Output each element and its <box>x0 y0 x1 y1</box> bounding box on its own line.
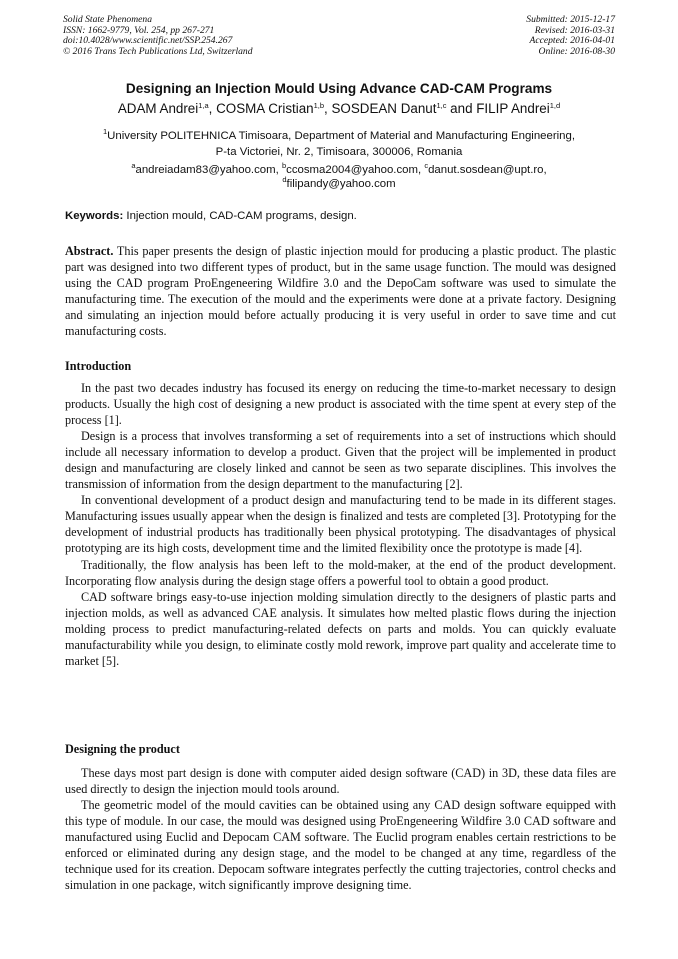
keywords <box>65 210 615 222</box>
author-name: ADAM Andrei <box>117 101 199 116</box>
authors-line <box>0 101 678 116</box>
abstract-paragraph <box>65 243 616 339</box>
author-affil: 1,a <box>198 101 209 110</box>
email-link[interactable]: filipandy@yahoo.com <box>286 178 396 190</box>
revised-date: Revised: 2016-03-31 <box>534 24 615 36</box>
email-mark: b <box>281 161 287 170</box>
affiliation-line <box>0 129 678 145</box>
affiliation <box>0 129 678 160</box>
author-name: FILIP Andrei <box>476 101 550 116</box>
paragraph: Traditionally, the flow analysis has been left to the mold-maker, at the end of the product development. Incorporating flow analysis during the design stage offers a powerful tool to obtain a good product. <box>65 557 616 588</box>
doi-line: doi:10.4028/www.scientific.net/SSP.254.267 <box>63 35 233 47</box>
email-link[interactable]: andreiadam83@yahoo.com, <box>135 164 282 176</box>
author-separator: , <box>324 101 332 116</box>
author-separator: , <box>208 101 217 116</box>
accepted-date: Accepted: 2016-04-01 <box>529 35 615 47</box>
copyright-line: © 2016 Trans Tech Publications Ltd, Switzerland <box>63 45 253 57</box>
affiliation-address: P-ta Victoriei, Nr. 2, Timisoara, 300006, Romania <box>215 145 463 158</box>
paragraph: Design is a process that involves transforming a set of requirements into a set of instructions which should include all necessary information to develop a product. Given that the project will be implemented in product design and manufacturing are closely linked and cannot be seen as two separate disciplines. This involves the transmission of information from the design department to the manufacturing [2]. <box>65 429 616 492</box>
paragraph: These days most part design is done with computer aided design software (CAD) in 3D, these data files are used directly to design the injection mould tools around. <box>65 766 616 797</box>
author-and: and <box>446 101 477 116</box>
keywords-text: Injection mould, CAD-CAM programs, design. <box>123 210 357 222</box>
email-mark: a <box>131 161 136 170</box>
affiliation-text: University POLITEHNICA Timisoara, Department of Material and Manufacturing Engineering, <box>107 130 576 142</box>
paragraph: In the past two decades industry has focused its energy on reducing the time-to-market necessary to design products. Usually the high cost of designing a new product is associated with the time spent at every step of the process [1]. <box>65 381 616 428</box>
author-affil: 1,c <box>436 101 447 110</box>
author-name: SOSDEAN Danut <box>331 101 437 116</box>
author-name: COSMA Cristian <box>216 101 314 116</box>
journal-name: Solid State Phenomena <box>63 14 152 25</box>
designing-body <box>65 765 616 893</box>
issn-line: ISSN: 1662-9779, Vol. 254, pp 267-271 <box>63 24 215 36</box>
affiliation-mark: 1 <box>102 127 108 136</box>
paragraph: CAD software brings easy-to-use injection molding simulation directly to the designers of plastic parts and injection molds, as well as advanced CAE analysis. It simulates how melted plastic flows during the injection molding process to predict manufacturing-related defects on parts and molds. You can quickly evaluate manufacturability while you design, to eliminate costly mold rework, improve part quality and accelerate time to market [5]. <box>65 589 616 668</box>
submitted-date: Submitted: 2015-12-17 <box>526 14 615 25</box>
emails-line <box>0 163 678 177</box>
email-mark: d <box>282 175 287 184</box>
keywords-label: Keywords: <box>65 210 124 222</box>
journal-info <box>63 15 253 57</box>
author-affil: 1,b <box>313 101 325 110</box>
section-heading-designing: Designing the product <box>65 742 180 756</box>
email-link[interactable]: danut.sosdean@upt.ro, <box>428 164 547 176</box>
section-heading-introduction: Introduction <box>65 359 132 373</box>
abstract <box>65 243 616 339</box>
online-date: Online: 2016-08-30 <box>538 45 615 57</box>
paper-title: Designing an Injection Mould Using Advance CAD-CAM Programs <box>125 81 553 96</box>
email-mark: c <box>424 161 429 170</box>
introduction-body <box>65 380 616 669</box>
author-emails <box>0 163 678 191</box>
emails-line <box>0 177 678 191</box>
abstract-text: This paper presents the design of plastic injection mould for producing a plastic product. The plastic part was designed into two different types of product, but in the same usage function. The mould was designed using the CAD program ProEngeneering Wildfire 3.0 and the DepoCam software was used to simulate the manufacturing time. The execution of the mould and the experiments were done at a private factory. Designing and simulating an injection mould before actually producing it is very useful in order to save time and cut manufacturing costs. <box>65 244 616 339</box>
paragraph: The geometric model of the mould cavities can be obtained using any CAD design software equipped with this type of module. In our case, the mould was designed using ProEngeneering Wildfire 3.0 CAD software and manufactured using Euclid and Depocam CAM software. The Euclid program enables certain restrictions to be enforced or eliminated during any design stage, and the model to be changed at any time, regardless of the technique used for its creation. Depocam software integrates perfectly the cutting trajectories, control checks and simulation in one package, witch significantly improve designing time. <box>65 798 616 893</box>
abstract-label: Abstract. <box>65 244 114 258</box>
dates-info <box>526 15 615 57</box>
author-affil: 1,d <box>549 101 561 110</box>
paragraph: In conventional development of a product design and manufacturing tend to be made in its different stages. Manufacturing issues usually appear when the design is finalized and tests are completed [3]. Prototyping for the development of industrial products has traditionally been physical prototyping. The disadvantages of physical prototyping are its high costs, development time and the limited flexibility once the prototype is made [4]. <box>65 493 616 556</box>
email-link[interactable]: ccosma2004@yahoo.com, <box>286 164 425 176</box>
